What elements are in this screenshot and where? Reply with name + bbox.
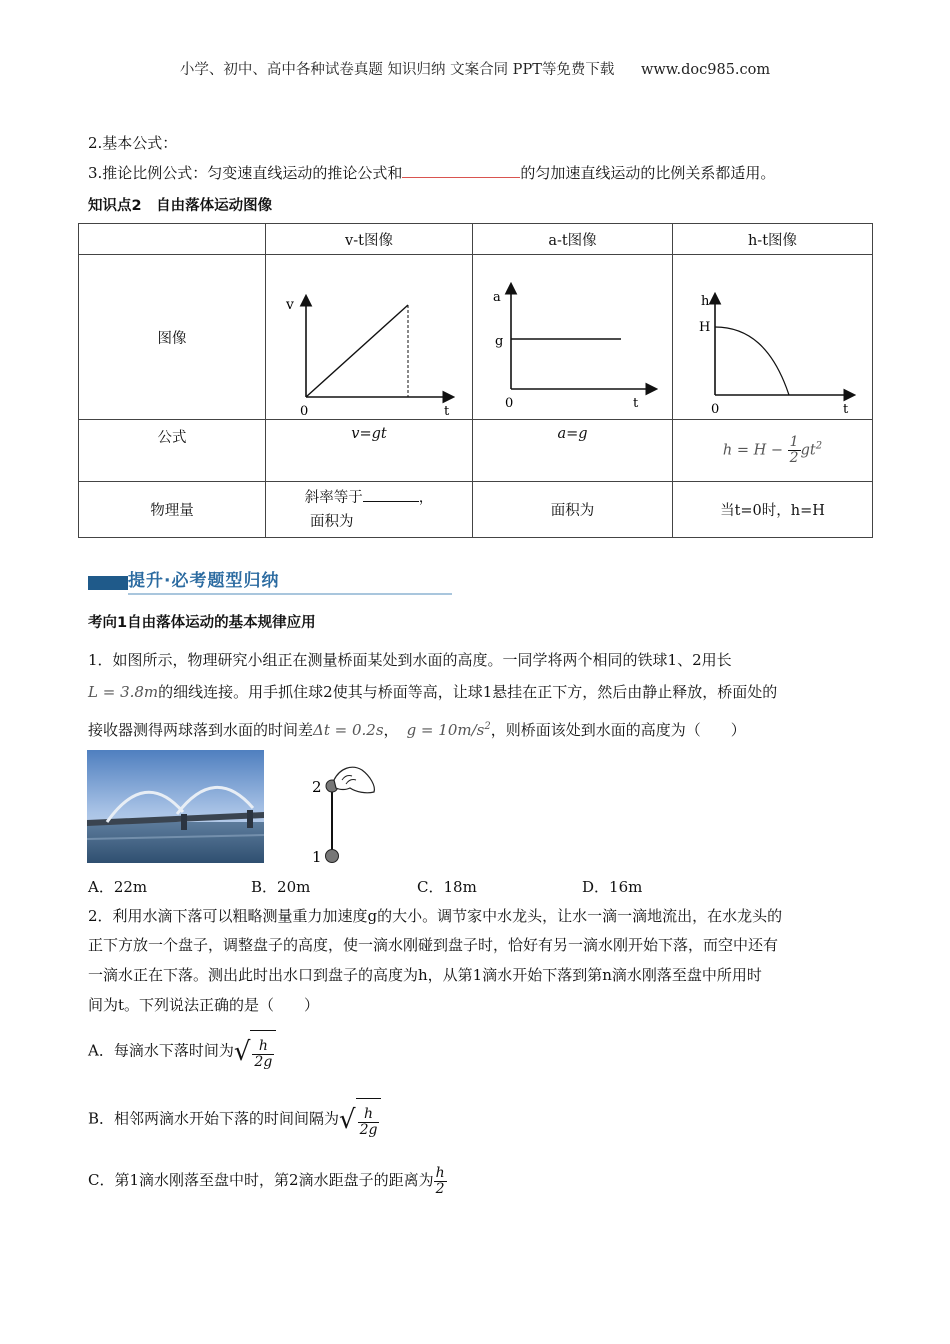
q1-line1: 1．如图所示，物理研究小组正在测量桥面某处到水面的高度。一同学将两个相同的铁球1、2用长 xyxy=(88,651,732,669)
q2-option-c[interactable] xyxy=(88,1160,447,1200)
quantity-vt-comma: ， xyxy=(418,489,434,506)
quantity-vt xyxy=(266,482,473,538)
q2-option-b-sqrt: √ $\frac{h}{2g}$ xyxy=(339,1098,381,1141)
q2-line1: 2．利用水滴下落可以粗略测量重力加速度g的大小。调节家中水龙头，让水一滴一滴地流出，在水龙头的 xyxy=(88,907,783,925)
quantity-ht: 当t=0时，h=H xyxy=(673,482,873,538)
formula-at: a=g xyxy=(473,420,673,482)
two-balls-diagram xyxy=(300,758,390,868)
q2-a-num: h xyxy=(252,1039,274,1055)
q2-option-b[interactable] xyxy=(88,1098,381,1141)
q2-b-den: 2g xyxy=(359,1121,378,1138)
banner-bar xyxy=(88,576,128,590)
q2-line3: 一滴水正在下落。测出此时出水口到盘子的高度为h，从第1滴水开始下落到第n滴水刚落至盘中所用时 xyxy=(88,966,762,984)
quantity-vt-area: 面积为 xyxy=(310,513,354,530)
at-origin: 0 xyxy=(505,396,514,411)
q2-a-den: 2g xyxy=(254,1053,273,1070)
row-label-quantity: 物理量 xyxy=(79,482,266,538)
at-level-label: g xyxy=(495,334,504,349)
ball-1-label: 1 xyxy=(312,848,322,866)
basic-formula-line: 2.基本公式： xyxy=(88,134,178,152)
q1-line3-text-b: ，则桥面该处到水面的高度为（ ） xyxy=(490,721,746,739)
row-label-graph: 图像 xyxy=(79,255,266,420)
q2-option-c-text: C．第1滴水刚落至盘中时，第2滴水距盘子的距离为 xyxy=(88,1171,434,1189)
vt-y-label: v xyxy=(286,297,294,313)
q2-line4: 间为t。下列说法正确的是（ ） xyxy=(88,996,320,1014)
ht-curve xyxy=(715,327,789,395)
section-banner xyxy=(88,566,452,596)
formula-ht-denominator: 2 xyxy=(789,450,799,466)
q2-option-a-sqrt: √ $\frac{h}{2g}$ xyxy=(234,1030,276,1073)
vt-origin: 0 xyxy=(300,404,309,415)
q2-c-den: 2 xyxy=(435,1180,445,1197)
ht-x-label: t xyxy=(843,402,849,415)
q1-option-c[interactable]: C．18m xyxy=(417,878,477,896)
q1-line3-sep: ， xyxy=(383,721,399,739)
bridge-photo xyxy=(87,750,264,863)
header-at: a-t图像 xyxy=(473,224,673,255)
vt-x-label: t xyxy=(444,404,450,415)
ht-y-label: h xyxy=(701,294,710,309)
row-label-formula: 公式 xyxy=(79,420,266,482)
q2-option-b-text: B．相邻两滴水开始下落的时间间隔为 xyxy=(88,1109,340,1128)
free-fall-graph-table xyxy=(78,223,873,538)
formula-ht-numerator: 1 xyxy=(789,434,799,450)
header-text: 小学、初中、高中各种试卷真题 知识归纳 文案合同 PPT等免费下载 xyxy=(179,62,615,78)
q2-option-a[interactable] xyxy=(88,1030,276,1073)
q2-b-num: h xyxy=(358,1107,380,1123)
formula-vt: v=gt xyxy=(266,420,473,482)
banner-title: 提升·必考题型归纳 xyxy=(128,571,280,591)
quantity-at: 面积为 xyxy=(473,482,673,538)
ratio-formula-text-a: 3.推论比例公式：匀变速直线运动的推论公式和 xyxy=(88,164,403,182)
q1-line2-text: 的细线连接。用手抓住球2使其与桥面等高，让球1悬挂在正下方，然后由静止释放，桥面处的 xyxy=(158,683,778,701)
quantity-vt-blank[interactable] xyxy=(363,489,419,502)
ht-graph xyxy=(673,255,872,415)
q1-option-a[interactable]: A．22m xyxy=(88,878,148,896)
vt-graph xyxy=(266,255,472,415)
q2-option-c-fraction xyxy=(434,1166,447,1197)
q2-option-a-text: A．每滴水下落时间为 xyxy=(88,1041,234,1060)
q1-line3-text-a: 接收器测得两球落到水面的时间差 xyxy=(88,721,314,739)
header-vt: v-t图像 xyxy=(266,224,473,255)
at-graph-cell xyxy=(473,255,673,420)
vt-line xyxy=(306,305,408,397)
q1-option-b[interactable]: B．20m xyxy=(251,878,311,896)
q1-line2 xyxy=(88,678,777,707)
formula-ht-exponent: 2 xyxy=(815,440,823,452)
direction-title: 考向1自由落体运动的基本规律应用 xyxy=(88,615,316,631)
formula-ht xyxy=(673,420,873,482)
ratio-formula-line xyxy=(88,162,775,183)
page-header xyxy=(0,58,950,79)
formula-ht-right: gt xyxy=(800,442,816,459)
section-title: 知识点2 自由落体运动图像 xyxy=(88,198,273,214)
formula-ht-left: h = H − xyxy=(722,442,784,459)
header-url[interactable]: www.doc985.com xyxy=(640,62,771,78)
ratio-formula-text-b: 的匀加速直线运动的比例关系都适用。 xyxy=(520,164,776,182)
at-y-label: a xyxy=(493,290,501,305)
ht-origin: 0 xyxy=(711,402,720,415)
ball-1 xyxy=(326,850,339,863)
at-graph xyxy=(473,255,672,415)
ht-graph-cell xyxy=(673,255,873,420)
q1-line3 xyxy=(88,712,746,745)
q1-option-d[interactable]: D．16m xyxy=(582,878,643,896)
q1-g-expr: g = 10m/s xyxy=(406,721,485,739)
q2-c-num: h xyxy=(435,1164,445,1181)
q2-line2: 正下方放一个盘子，调整盘子的高度，使一滴水刚碰到盘子时，恰好有另一滴水刚开始下落，而空中还有 xyxy=(88,936,779,954)
formula-ht-fraction xyxy=(788,435,801,466)
vt-graph-cell xyxy=(266,255,473,420)
at-x-label: t xyxy=(633,396,639,411)
table-corner-cell xyxy=(79,224,266,255)
quantity-vt-slope: 斜率等于 xyxy=(304,489,363,506)
ball-2-label: 2 xyxy=(312,778,322,796)
ht-level-label: H xyxy=(699,320,711,335)
q1-dt-expr: Δt = 0.2s xyxy=(313,721,384,739)
q1-L-expr: L = 3.8m xyxy=(88,683,159,701)
banner-rule xyxy=(128,593,452,595)
q1-g-exp: 2 xyxy=(484,721,491,732)
fill-blank-red[interactable] xyxy=(402,163,520,178)
header-ht: h-t图像 xyxy=(673,224,873,255)
